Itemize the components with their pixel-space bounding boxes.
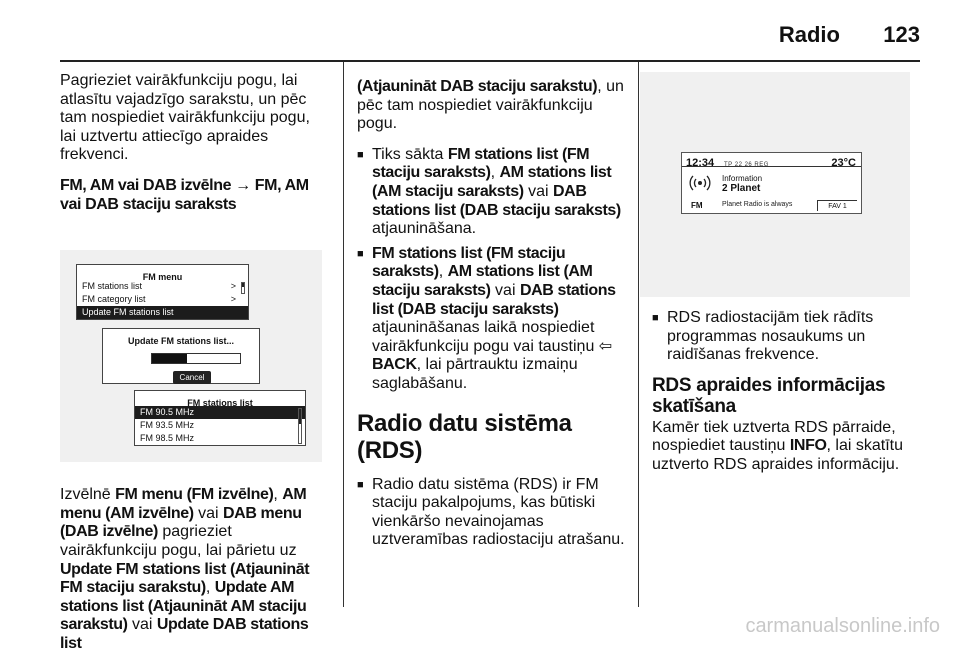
bold-term: AM menu (AM izvēlne) [60,486,307,522]
column-divider [638,62,639,607]
bold-term: Update AM stations list (Atjaunināt AM staciju sarakstu) [60,579,307,634]
favourite-label: FAV 1 [817,200,857,211]
text-run: vai [523,182,554,200]
intro-paragraph: Pagrieziet vairākfunkciju pogu, lai atlasītu vajadzīgo sarakstu, un pēc tam nospiediet vairākfunkciju pogu, lai uztvertu attiecīgo apraides frekvenci. [60,72,310,164]
text-run: , [490,164,500,182]
scrollbar [298,408,302,444]
bold-term: FM stations list (FM staciju saraksts) [372,145,590,182]
text-run: Kamēr tiek uztverta RDS pārraide, nospiediet taustiņu [652,418,896,455]
column-3 [652,72,922,487]
band-label: FM [691,201,703,210]
text-run: , un pēc tam nospiediet vairākfunkciju pogu. [357,78,624,133]
progress-bar [151,353,241,364]
stations-list-title: FM stations list [187,398,253,409]
menu-path: FM, AM vai DAB izvēlne → FM, AM vai DAB staciju saraksts [60,176,309,213]
bold-term: AM stations list (AM staciju saraksts) [372,164,612,200]
text-run: pagrieziet vairākfunkciju pogu, lai pārietu uz [60,523,297,559]
text-run: Tiks sākta [372,145,448,163]
radio-antenna-icon [690,173,710,193]
update-dialog-title: Update FM stations list... [127,336,234,347]
rds-info-paragraph [652,419,922,475]
bold-term: Update DAB stations list [60,616,309,652]
bullet-rds-description: ■ Radio datu sistēma (RDS) ir FM staciju pakalpojums, kas būtiski vienkāršo nevainojamas uztveramības radiostaciju atrašanu. [357,476,627,550]
column-divider [343,62,344,607]
text-run: , lai skatītu uztverto RDS apraides informāciju. [652,437,903,473]
page-number: 123 [883,22,920,47]
progress-fill [152,354,187,363]
bullet-cancel-update [357,245,627,394]
list-item [135,419,305,432]
fm-menu-illustration [60,250,322,462]
list-item-label: Update FM stations list [82,307,174,318]
update-dialog [102,328,260,384]
chevron-right-icon: > [230,294,236,305]
text-run: vai [127,616,157,634]
bold-term: INFO [789,437,827,455]
list-item-label: FM 93.5 MHz [140,420,195,431]
chevron-right-icon: > [230,281,236,292]
bold-term: DAB stations list (DAB staciju saraksts) [372,182,621,219]
rds-info-heading: RDS apraides informācijas skatīšana [652,374,886,417]
menu-update-paragraph [60,486,330,653]
section-title: Radio [778,22,840,47]
list-item [135,432,305,445]
list-item-label: FM 98.5 MHz [140,433,195,444]
status-indicators: TP 22 26 REG [724,162,769,168]
bold-term: FM menu (FM izvēlne) [115,486,274,504]
text-run: atjaunināšana. [372,220,477,238]
list-item-label: FM category list [82,294,146,305]
rds-display-bullets [652,309,922,365]
bold-term: AM stations list (AM staciju saraksts) [372,263,593,299]
text-run: vai [490,281,520,299]
rds-heading: Radio datu sistēma (RDS) [357,409,572,464]
column-2 [357,78,627,560]
page-header [0,0,960,62]
radio-display [681,152,862,214]
update-bullets [357,146,627,394]
list-item-label: FM 90.5 MHz [140,407,195,418]
fm-menu-title: FM menu [142,272,183,283]
column-1 [60,72,330,666]
text-run: , [273,486,283,504]
station-name: 2 Planet [722,183,761,194]
bold-term: BACK [372,356,417,374]
cancel-button: Cancel [173,371,211,384]
text-run: , lai pārtrauktu izmaiņu saglabāšanu. [372,356,578,392]
stations-list-panel [134,390,306,446]
bold-term: Update FM stations list (Atjaunināt FM staciju sarakstu) [60,560,310,597]
watermark: carmanualsonline.info [745,615,940,637]
continued-paragraph [357,78,627,134]
info-label: Information [722,174,763,183]
list-item [77,306,248,319]
bold-term: DAB menu (DAB izvēlne) [60,504,302,541]
list-item-label: FM stations list [82,281,143,292]
text-run: atjaunināšanas laikā nospiediet vairākfunkciju pogu vai taustiņu ⇦ [372,319,613,355]
bullet-rds-name: ■ RDS radiostacijām tiek rādīts programmas nosaukums un raidīšanas frekvence. [652,309,922,365]
text-run: , [438,263,448,281]
rds-display-illustration [640,72,910,297]
radio-text: Planet Radio is always [722,201,793,208]
bold-term: (Atjaunināt DAB staciju sarakstu) [357,78,598,95]
bold-term: DAB stations list (DAB staciju saraksts) [372,281,616,318]
text-run: , [205,579,215,597]
fm-menu-panel [76,264,249,320]
bold-term: FM stations list (FM staciju saraksts) [372,244,566,281]
text-run: vai [193,504,224,522]
clock: 12:34 [686,157,715,169]
header-rule [60,60,920,62]
display-status-bar [682,153,861,167]
temperature: 23°C [831,157,856,169]
list-item [77,293,248,306]
text-run: Izvēlnē [60,486,116,504]
scrollbar [241,282,245,294]
rds-bullets [357,476,627,550]
bullet-update-start [357,146,627,239]
